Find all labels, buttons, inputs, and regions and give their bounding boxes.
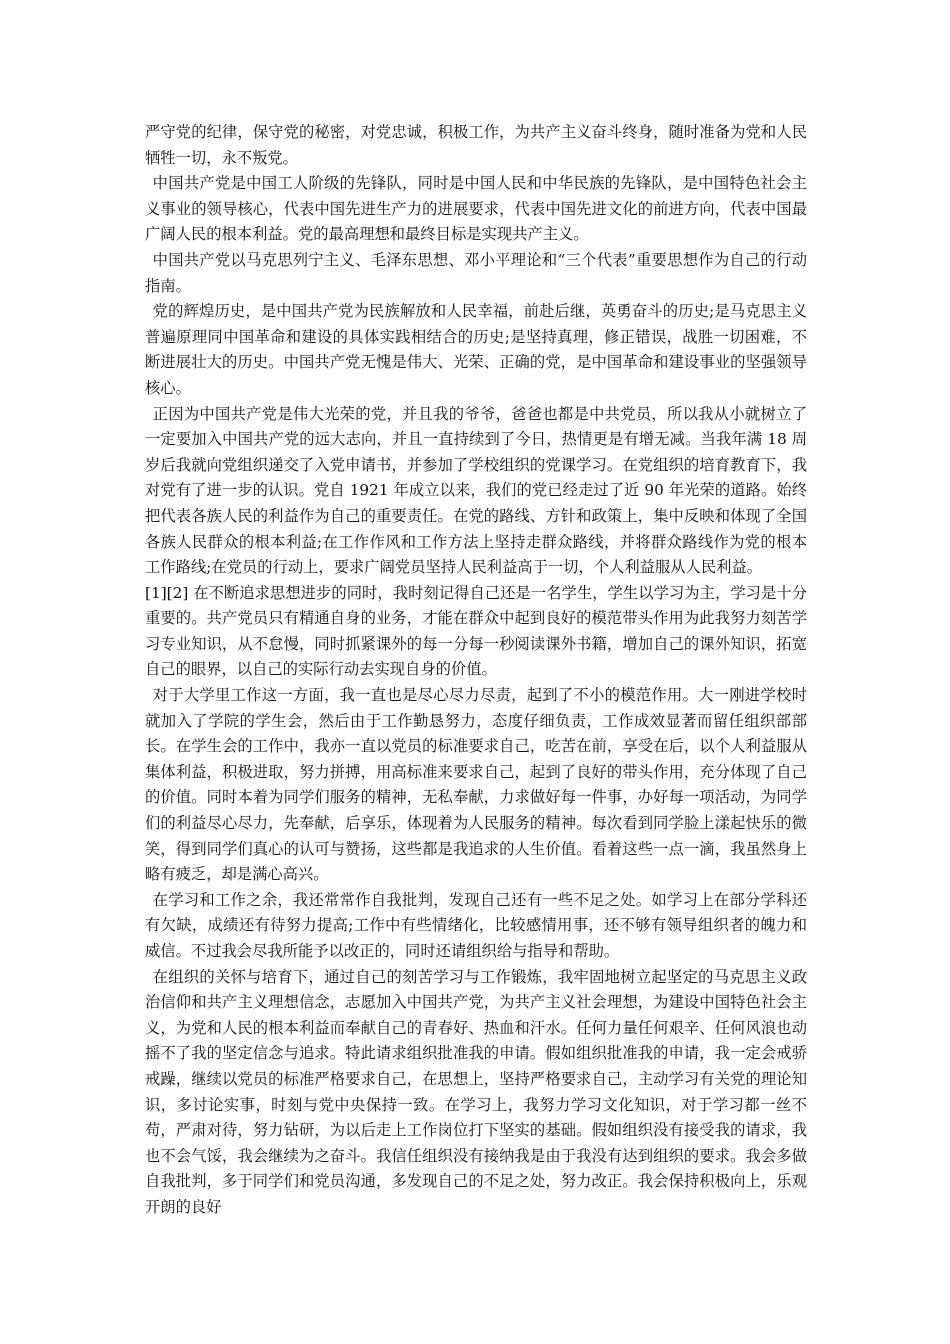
paragraph-4: 党的辉煌历史，是中国共产党为民族解放和人民幸福，前赴后继，英勇奋斗的历史;是马克思主义普遍原理同中国革命和建设的具体实践相结合的历史;是坚持真理，修正错误，战胜一切困难，不断进展壮大的历史。中国共产党无愧是伟大、光荣、正确的党，是中国革命和建设事业的坚强领导核心。 (145, 302, 807, 397)
paragraph-6: [1][2] 在不断追求思想进步的同时，我时刻记得自己还是一名学生，学生以学习为主，学习是十分重要的。共产党员只有精通自身的业务，才能在群众中起到良好的模范带头作用为此我努力刻苦学习专业知识，从不怠慢，同时抓紧课外的每一分每一秒阅读课外书籍，增加自己的课外知识，拓宽自己的眼界，以自己的实际行动去实现自身的价值。 (145, 583, 807, 679)
paragraph-2: 中国共产党是中国工人阶级的先锋队，同时是中国人民和中华民族的先锋队，是中国特色社会主义事业的领导核心，代表中国先进生产力的进展要求，代表中国先进文化的前进方向，代表中国最广阔人民的根本利益。党的最高理想和最终目标是实现共产主义。 (145, 174, 807, 244)
paragraph-3: 中国共产党以马克思列宁主义、毛泽东思想、邓小平理论和“三个代表”重要思想作为自己的行动指南。 (145, 250, 807, 295)
document-body (145, 120, 807, 1221)
paragraph-9: 在组织的关怀与培育下，通过自己的刻苦学习与工作锻炼，我牢固地树立起坚定的马克思主义政治信仰和共产主义理想信念，志愿加入中国共产党，为共产主义社会理想，为建设中国特色社会主义，为党和人民的根本利益而奉献自己的青春好、热血和汗水。任何力量任何艰辛、任何风浪也动摇不了我的坚定信念与追求。特此请求组织批准我的申请。假如组织批准我的申请，我一定会戒骄戒躁，继续以党员的标准严格要求自己，在思想上，坚持严格要求自己，主动学习有关党的理论知识，多讨论实事，时刻与党中央保持一致。在学习上，我努力学习文化知识，对于学习都一丝不苟，严肃对待，努力钻研，为以后走上工作岗位打下坚实的基础。假如组织没有接受我的请求，我也不会气馁，我会继续为之奋斗。我信任组织没有接纳我是由于我没有达到组织的要求。我会多做自我批判，多于同学们和党员沟通，多发现自己的不足之处，努力改正。我会保持积极向上，乐观开朗的良好 (145, 967, 807, 1216)
paragraph-5: 正因为中国共产党是伟大光荣的党，并且我的爷爷，爸爸也都是中共党员，所以我从小就树立了一定要加入中国共产党的远大志向，并且一直持续到了今日，热情更是有增无减。当我年满 18 周岁后我就向党组织递交了入党申请书，并参加了学校组织的党课学习。在党组织的培育教育下，我对党有了进一步的认识。党自 1921 年成立以来，我们的党已经走过了近 90 年光荣的道路。始终把代表各族人民的利益作为自己的重要责任。在党的路线、方针和政策上，集中反映和体现了全国各族人民群众的根本利益;在工作作风和工作方法上坚持走群众路线，并将群众路线作为党的根本工作路线;在党员的行动上，要求广阔党员坚持人民利益高于一切，个人利益服从人民利益。 (145, 404, 807, 577)
paragraph-1: 严守党的纪律，保守党的秘密，对党忠诚，积极工作，为共产主义奋斗终身，随时准备为党和人民牺牲一切，永不叛党。 (145, 123, 807, 167)
paragraph-8: 在学习和工作之余，我还常常作自我批判，发现自己还有一些不足之处。如学习上在部分学科还有欠缺，成绩还有待努力提高;工作中有些情绪化，比较感情用事，还不够有领导组织者的魄力和威信。不过我会尽我所能予以改正的，同时还请组织给与指导和帮助。 (145, 890, 807, 960)
paragraph-7: 对于大学里工作这一方面，我一直也是尽心尽力尽责，起到了不小的模范作用。大一刚进学校时就加入了学院的学生会，然后由于工作勤恳努力，态度仔细负责，工作成效显著而留任组织部部长。在学生会的工作中，我亦一直以党员的标准要求自己，吃苦在前，享受在后，以个人利益服从集体利益，积极进取，努力拼搏，用高标准来要求自己，起到了良好的带头作用，充分体现了自己的价值。同时本着为同学们服务的精神，无私奉献，力求做好每一件事，办好每一项活动，为同学们的利益尽心尽力，先奉献，后享乐，体现着为人民服务的精神。每次看到同学脸上漾起快乐的微笑，得到同学们真心的认可与赞扬，这些都是我追求的人生价值。看着这些一点一滴，我虽然身上略有疲乏，却是满心高兴。 (145, 686, 807, 884)
